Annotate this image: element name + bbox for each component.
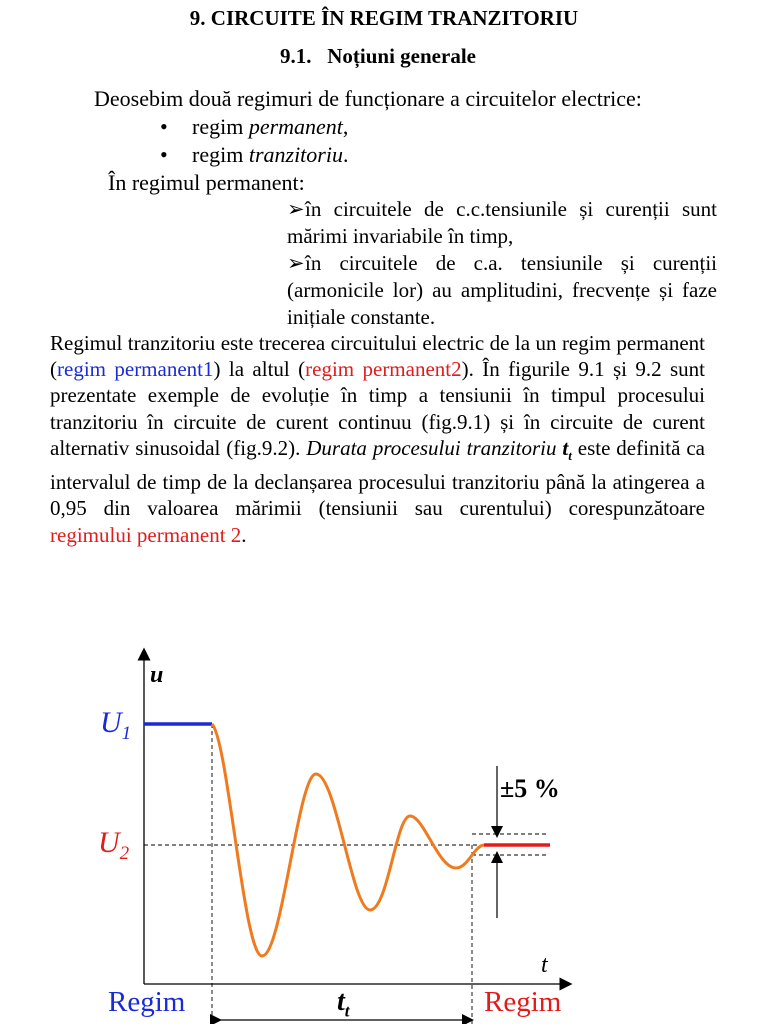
section-title: Noțiuni generale — [327, 44, 476, 68]
list-item: • regim permanent, — [160, 114, 349, 139]
intro-text: Deosebim două regimuri de funcționare a circuitelor electrice: — [94, 86, 642, 111]
duration-term: Durata procesului tranzitoriu — [306, 435, 557, 460]
u1-label: $U_1$ — [100, 706, 132, 744]
regime2-highlight: regim permanent2 — [305, 357, 462, 382]
term-tranzitoriu: tranzitoriu — [248, 142, 343, 167]
x-axis-label: t — [541, 952, 548, 978]
list-item: • regim tranzitoriu. — [160, 142, 349, 167]
regime2-end-highlight: regimului permanent 2 — [50, 522, 242, 547]
regime1-highlight: regim permanent1 — [57, 357, 214, 382]
regime-right-label: Regim — [484, 986, 562, 1018]
arrow-list-item: ➢în circuitele de c.c.tensiunile și curenții sunt mărimi invariabile în timp, — [287, 197, 717, 248]
section-number: 9.1. — [280, 44, 312, 68]
section-heading — [280, 44, 476, 69]
bullet-icon: • — [160, 142, 168, 167]
body-paragraph: Regimul tranzitoriu este trecerea circuitului electric de la un regim permanent (regim permanent1) la altul (regim permanent2). În figurile 9.1 și 9.2 sunt prezentate exemple de evoluție în timp a tensiunii în timpul procesului tranzitoriu în circuite de curent continuu (fig.9.1) și în circuite de curent alternativ sinusoidal (fig.9.2). Durata procesului tranzitoriu $t_t$ este definită ca intervalul de timp de la declanșarea procesului tranzitoriu până la atingerea a 0,95 din valoarea mărimii (tensiunii sau curentului) corespunzătoare regimului permanent 2. — [50, 331, 706, 547]
arrow-icon: ➢ — [287, 197, 305, 221]
arrow-icon: ➢ — [287, 251, 305, 275]
figure-transient-response — [0, 640, 768, 1024]
arrow-list-item: ➢în circuitele de c.a. tensiunile și curenții (armonicile lor) au amplitudini, frecvențe și faze inițiale constante. — [287, 251, 717, 329]
page-title: 9. CIRCUITE ÎN REGIM TRANZITORIU — [189, 6, 579, 30]
tolerance-label: ±5 % — [500, 774, 560, 803]
regime-left-label: Regim — [108, 986, 186, 1018]
duration-label: $t_t$ — [337, 986, 350, 1021]
y-axis-label: u — [150, 662, 164, 688]
permanent-heading: În regimul permanent: — [108, 170, 305, 195]
bullet-icon: • — [160, 114, 168, 139]
transient-curve — [212, 724, 484, 956]
term-permanent: permanent — [248, 114, 343, 139]
u2-label: $U_2$ — [98, 826, 130, 864]
